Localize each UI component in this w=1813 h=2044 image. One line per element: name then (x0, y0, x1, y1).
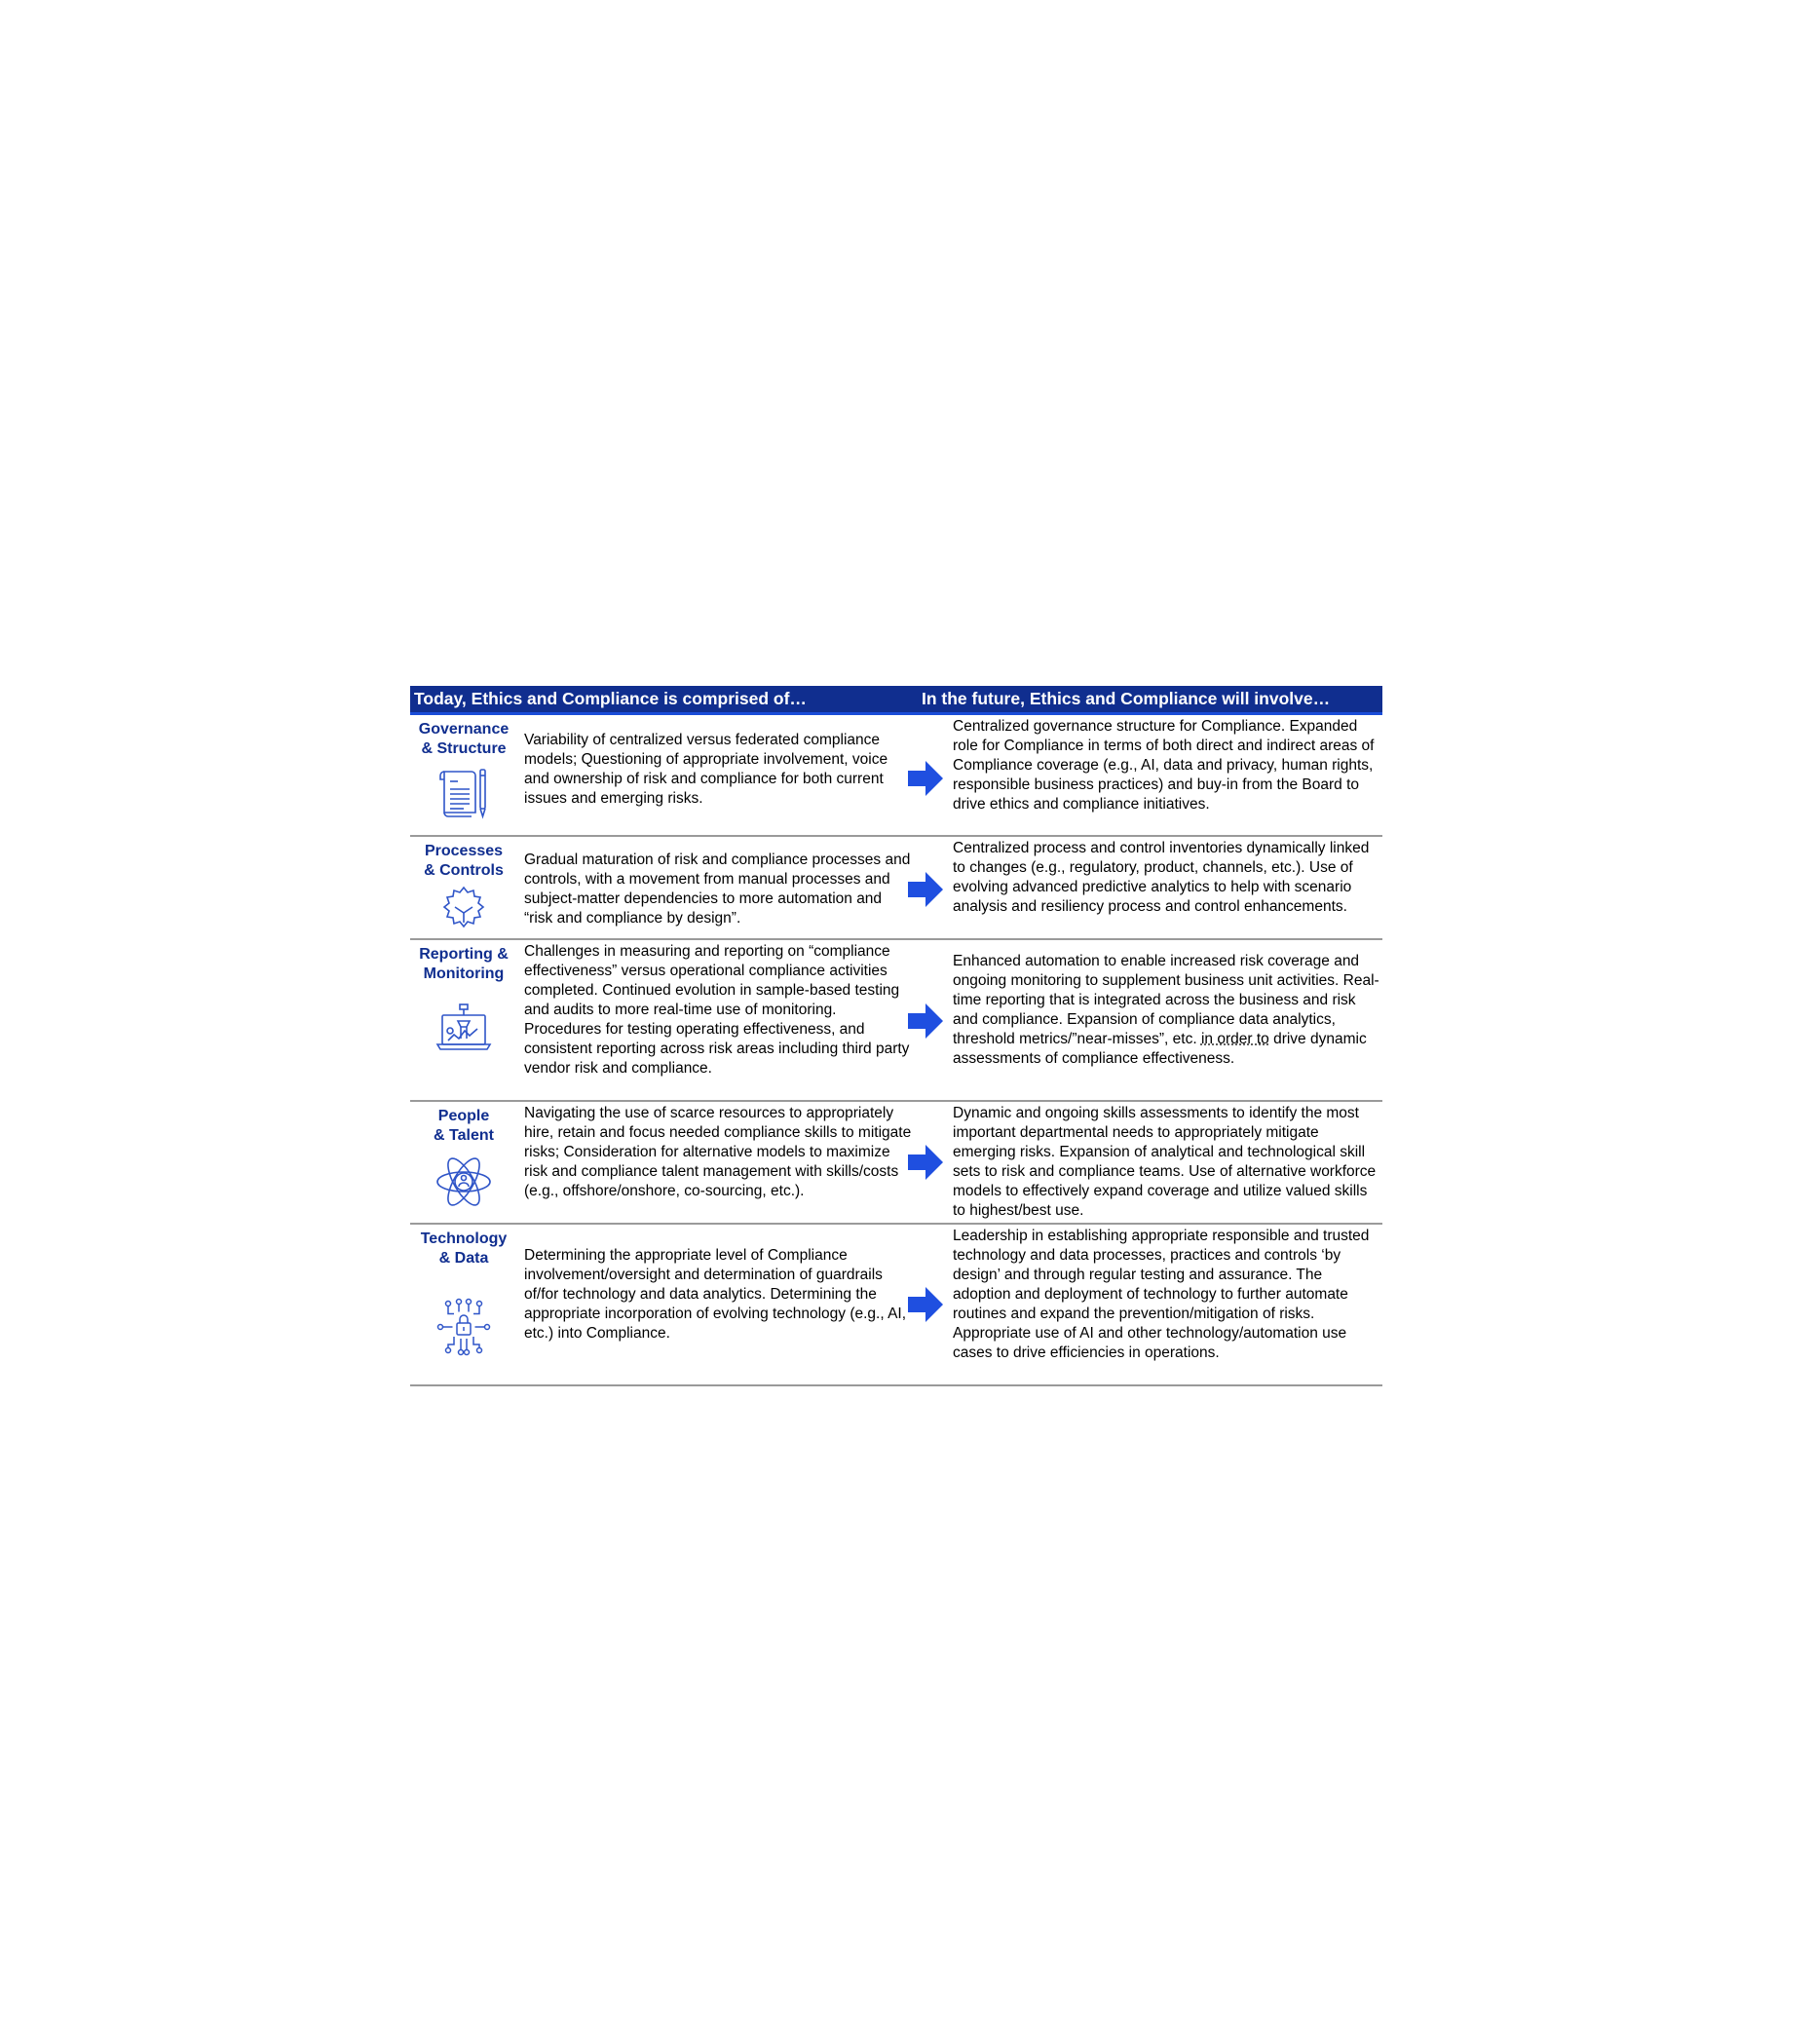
table-row (410, 715, 1382, 837)
future-description: Enhanced automation to enable increased risk coverage and ongoing monitoring to supplement business unit activities. Real-time reporting that is integrated across the business and risk and compliance. Expansion of compliance data analytics, threshold metrics/”near-misses”, etc. in order to drive dynamic assessments of compliance effectiveness. (953, 953, 1379, 1067)
future-description: Leadership in establishing appropriate responsible and trusted technology and data processes, practices and controls ‘by design’ and through regular testing and assurance. The adoption and deployment of technology to further automate routines and expand the prevention/mitigation of risks. Appropriate use of AI and other technology/automation use cases to drive efficiencies in operations. (953, 1228, 1370, 1361)
table-row (410, 1225, 1382, 1386)
arrow-right-icon (906, 759, 945, 798)
arrow-right-icon (906, 1285, 945, 1324)
future-description: Dynamic and ongoing skills assessments to identify the most important departmental needs to appropriately mitigate emerging risks. Expansion of analytical and technological skill sets to risk and compliance teams. Use of alternative workforce models to effectively expand coverage and utilize valued skills to highest/best use. (953, 1105, 1377, 1219)
table-row (410, 1102, 1382, 1225)
category-label: Processes & Controls (424, 843, 504, 879)
category-label: Technology & Data (420, 1230, 508, 1267)
future-column-title: In the future, Ethics and Compliance will involve… (922, 689, 1331, 708)
laptop-monitoring-icon (434, 1002, 493, 1060)
table-row (410, 837, 1382, 940)
today-description: Navigating the use of scarce resources to appropriately hire, retain and focus needed compliance skills to mitigate risks; Consideration for alternative models to maximize risk and compliance talent management with skills/costs (e.g., offshore/onshore, co-sourcing, etc.). (524, 1105, 912, 1199)
arrow-right-icon (906, 870, 945, 909)
comparison-table (410, 686, 1382, 1386)
arrow-right-icon (906, 1143, 945, 1182)
future-description: Centralized governance structure for Compliance. Expanded role for Compliance in terms of both direct and indirect areas of Compliance coverage (e.g., AI, data and privacy, human rights, responsible business practices) and buy-in from the Board to drive ethics and compliance initiatives. (953, 718, 1375, 813)
arrow-right-icon (906, 1002, 945, 1041)
underlined-phrase: in order to (1200, 1031, 1269, 1047)
document-pen-icon (434, 764, 493, 822)
future-description: Centralized process and control inventories dynamically linked to changes (e.g., regulatory, product, channels, etc.). Use of evolving advanced predictive analytics to help with scenario analysis and resiliency process and control enhancements. (953, 840, 1370, 915)
today-description: Gradual maturation of risk and compliance processes and controls, with a movement from manual processes and subject-matter dependencies to more automation and “risk and compliance by design”. (524, 852, 911, 927)
category-label: People & Talent (434, 1108, 494, 1144)
today-column-title: Today, Ethics and Compliance is comprised of… (414, 689, 807, 708)
gear-icon (434, 878, 493, 936)
category-label: Governance & Structure (418, 721, 510, 757)
circuit-lock-icon (434, 1298, 493, 1356)
category-label: Reporting & Monitoring (419, 946, 509, 982)
today-description: Challenges in measuring and reporting on “compliance effectiveness” versus operational compliance activities completed. Continued evolution in sample-based testing and audits to more real-time use of monitoring. Procedures for testing operating effectiveness, and consistent reporting across risk areas including third party vendor risk and compliance. (524, 943, 910, 1077)
today-description: Determining the appropriate level of Compliance involvement/oversight and determination of guardrails of/for technology and data analytics. Determining the appropriate incorporation of evolving technology (e.g., AI, etc.) into Compliance. (524, 1247, 907, 1342)
table-header (410, 686, 1382, 715)
today-description: Variability of centralized versus federated compliance models; Questioning of appropriate involvement, voice and ownership of risk and compliance for both current issues and emerging risks. (524, 732, 888, 807)
atom-people-icon (434, 1153, 493, 1211)
table-row (410, 940, 1382, 1102)
